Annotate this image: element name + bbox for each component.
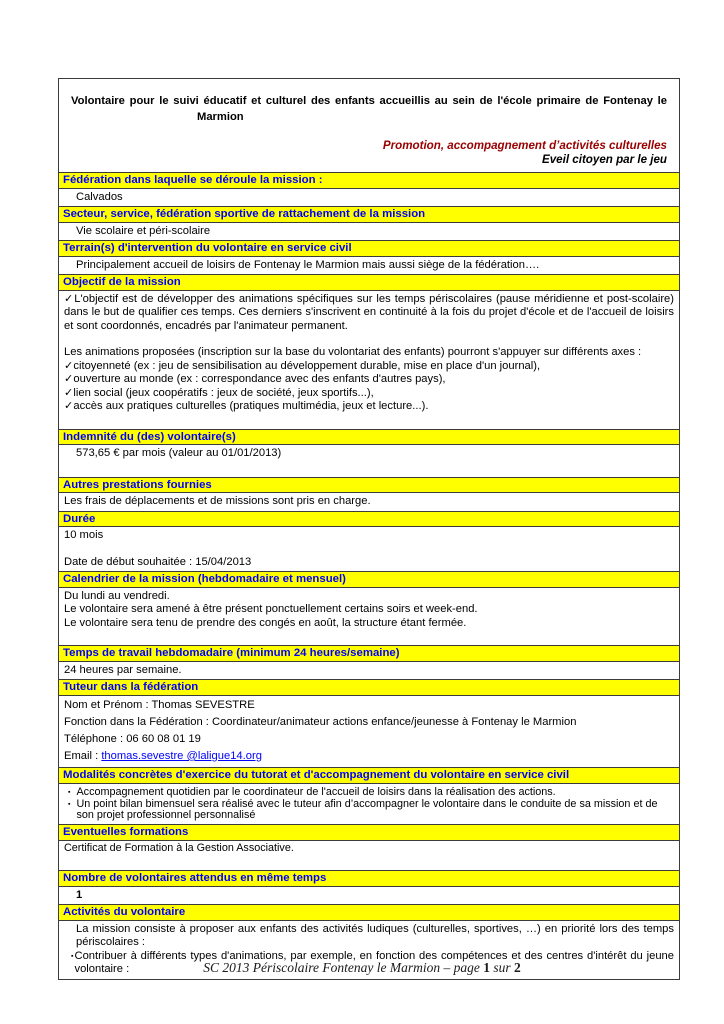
email-link[interactable]: thomas.sevestre @laligue14.org xyxy=(101,749,262,762)
modalites-content xyxy=(59,783,679,825)
tuteur-nom: Nom et Prénom : Thomas SEVESTRE xyxy=(64,699,255,712)
secteur-value: Vie scolaire et péri-scolaire xyxy=(59,222,679,241)
duree-value: 10 mois xyxy=(64,529,104,541)
duree-content xyxy=(59,526,679,571)
check-icon: ✓ xyxy=(64,400,74,412)
formations-value: Certificat de Formation à la Gestion Associative. xyxy=(59,840,679,870)
title-block xyxy=(59,79,679,172)
document-title-line1: Volontaire pour le suivi éducatif et culturel des enfants accueillis au sein de l'école primaire de Fontenay le xyxy=(71,95,667,107)
axis-text: citoyenneté (ex : jeu de sensibilisation au développement durable, mise en place d'un journal), xyxy=(73,359,541,372)
modalites-bullet-item xyxy=(64,799,674,822)
square-bullet-icon: ▪ xyxy=(71,952,74,960)
email-label: Email : xyxy=(64,749,102,762)
objectif-paragraph-2: Les animations proposées (inscription sur la base du volontariat des enfants) pourront s'appuyer sur différents axes : xyxy=(64,346,642,358)
activites-intro: La mission consiste à proposer aux enfants des activités ludiques (culturelles, sportives, …) en priorité lors des temps périscolaires : xyxy=(76,922,674,949)
blank-line xyxy=(64,414,674,427)
footer-text: SC 2013 Périscolaire Fontenay le Marmion – page xyxy=(203,960,484,975)
axis-text: accès aux pratiques culturelles (pratiques multimédia, jeux et lecture...). xyxy=(73,400,429,412)
section-header-activites: Activités du volontaire xyxy=(59,904,679,920)
section-header-modalites: Modalités concrètes d'exercice du tutorat et d'accompagnement du volontaire en service civil xyxy=(59,767,679,783)
section-header-secteur: Secteur, service, fédération sportive de rattachement de la mission xyxy=(59,206,679,222)
footer-page-number: 1 xyxy=(483,960,490,975)
blank-line xyxy=(64,543,674,556)
check-icon: ✓ xyxy=(64,386,74,399)
tuteur-email-line xyxy=(64,748,674,765)
bullet-text: Accompagnement quotidien par le coordinateur de l'accueil de loisirs dans la réalisation des actions. xyxy=(76,785,556,798)
start-date-line: Date de début souhaitée : 15/04/2013 xyxy=(64,555,252,568)
tuteur-telephone: Téléphone : 06 60 08 01 19 xyxy=(64,732,201,745)
square-bullet-icon: ▪ xyxy=(68,788,71,796)
objectif-content xyxy=(59,290,679,429)
document-title-line2: Marmion xyxy=(197,111,244,123)
nombre-volontaires-value: 1 xyxy=(59,886,679,905)
section-header-duree: Durée xyxy=(59,511,679,527)
section-header-temps-travail: Temps de travail hebdomadaire (minimum 24 heures/semaine) xyxy=(59,645,679,661)
objectif-paragraph-1 xyxy=(64,293,674,334)
objectif-axis-item xyxy=(64,387,674,401)
calendrier-content xyxy=(59,587,679,646)
section-header-calendrier: Calendrier de la mission (hebdomadaire et mensuel) xyxy=(59,571,679,587)
section-header-nombre-volontaires: Nombre de volontaires attendus en même temps xyxy=(59,870,679,886)
calendrier-line: Le volontaire sera tenu de prendre des congés en août, la structure étant fermée. xyxy=(64,616,467,629)
section-header-autres-prestations: Autres prestations fournies xyxy=(59,477,679,493)
tuteur-content xyxy=(59,695,679,768)
section-header-objectif: Objectif de la mission xyxy=(59,274,679,290)
objectif-axis-item xyxy=(64,400,674,414)
section-header-terrain: Terrain(s) d'intervention du volontaire en service civil xyxy=(59,240,679,256)
federation-value: Calvados xyxy=(59,188,679,207)
section-header-tuteur: Tuteur dans la fédération xyxy=(59,679,679,695)
calendrier-line: Du lundi au vendredi. xyxy=(64,589,170,602)
section-header-indemnite: Indemnité du (des) volontaire(s) xyxy=(59,429,679,445)
blank-line xyxy=(64,630,674,643)
blank-line xyxy=(64,333,674,346)
modalites-bullet-item xyxy=(64,787,674,798)
subtitle-black: Eveil citoyen par le jeu xyxy=(541,153,667,166)
check-icon: ✓ xyxy=(64,373,74,385)
bullet-text: Contribuer à différents types d'animations, par exemple, en fonction des compétences et des centres d'intérêt du jeune volontaire : xyxy=(74,949,674,976)
objectif-axis-item xyxy=(64,360,674,374)
section-header-formations: Eventuelles formations xyxy=(59,824,679,840)
footer-separator: sur xyxy=(489,960,514,975)
footer-total-pages: 2 xyxy=(513,960,521,975)
square-bullet-icon: ▪ xyxy=(68,800,71,808)
axis-text: ouverture au monde (ex : correspondance avec des enfants d'autres pays), xyxy=(73,373,446,385)
page-footer xyxy=(0,960,724,976)
calendrier-line: Le volontaire sera amené à être présent ponctuellement certains soirs et week-end. xyxy=(64,603,478,615)
tuteur-fonction: Fonction dans la Fédération : Coordinateur/animateur actions enfance/jeunesse à Fontenay le Marmion xyxy=(64,716,577,729)
check-icon: ✓ xyxy=(64,359,74,372)
objectif-paragraph-1-text: L'objectif est de développer des animations spécifiques sur les temps périscolaires (pause méridienne et post-scolaire) dans le but de qualifier ces temps. Ces derniers s'inscrivent en continuité à la fois du projet d'école et de l'accueil de loisirs et sont coordonnés, encadrés par l'animateur permanent. xyxy=(64,292,674,332)
subtitle-red: Promotion, accompagnement d’activités culturelles xyxy=(382,139,667,152)
temps-travail-value: 24 heures par semaine. xyxy=(59,661,679,680)
terrain-value: Principalement accueil de loisirs de Fontenay le Marmion mais aussi siège de la fédération…. xyxy=(59,256,679,275)
objectif-axis-item xyxy=(64,373,674,387)
axis-text: lien social (jeux coopératifs : jeux de société, jeux sportifs...), xyxy=(73,386,374,399)
autres-prestations-value: Les frais de déplacements et de missions sont pris en charge. xyxy=(59,492,679,511)
bullet-text: Un point bilan bimensuel sera réalisé avec le tuteur afin d’accompagner le volontaire dans le conduite de sa mission et de son projet professionnel personnalisé xyxy=(76,797,658,822)
section-header-federation: Fédération dans laquelle se déroule la mission : xyxy=(59,172,679,188)
mission-description-table xyxy=(58,78,680,980)
indemnite-value: 573,65 € par mois (valeur au 01/01/2013) xyxy=(59,444,679,477)
check-icon: ✓ xyxy=(64,292,75,305)
